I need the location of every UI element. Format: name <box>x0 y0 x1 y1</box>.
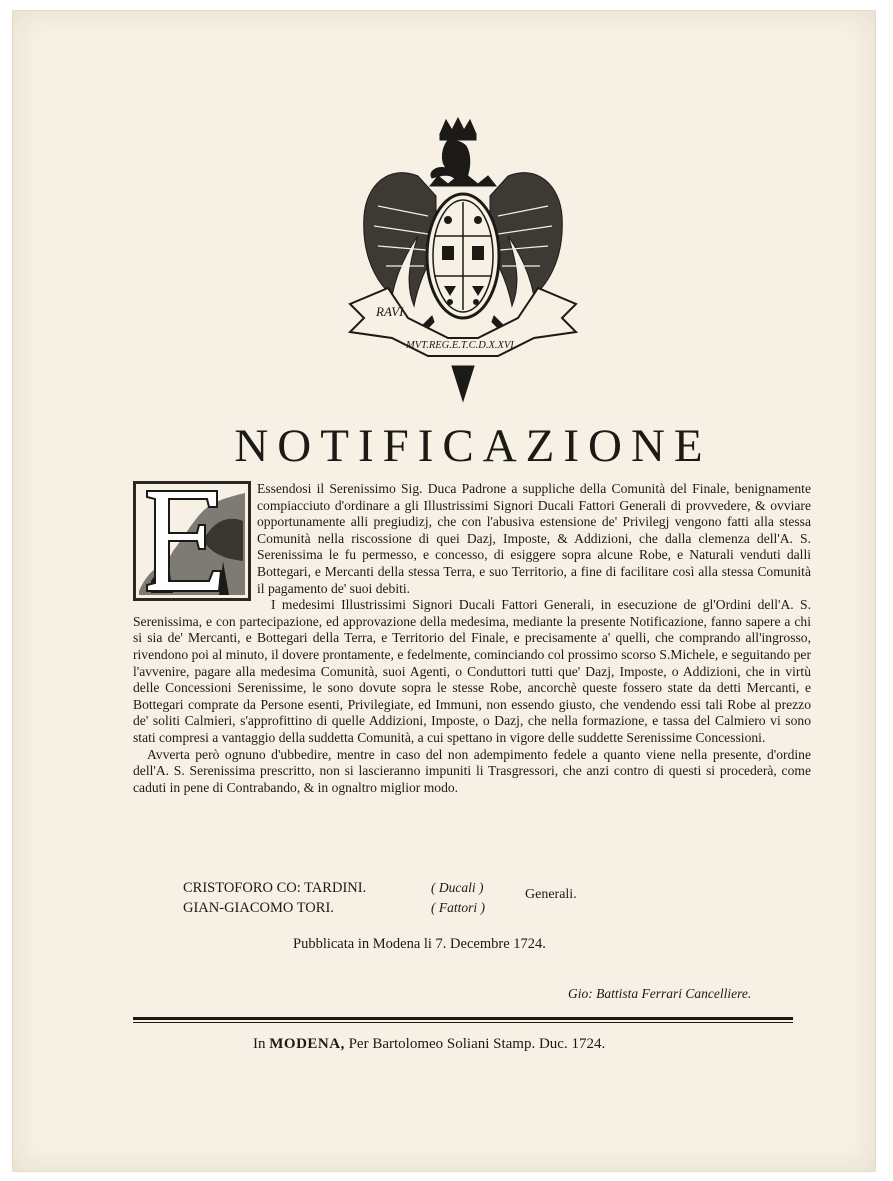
signer-name: GIAN-GIACOMO TORI. <box>183 899 334 916</box>
body-paragraph-3: Avverta però ognuno d'ubbedire, mentre in caso del non adempimento fedele a quanto viene nella presente, d'ordine dell'A. S. Serenissima prescritto, non si lascieranno impuniti li Trasgressori, che anzi contro di questi si procederà, come caduti in pene di Contrabando, & in ognaltro miglior modo. <box>133 746 811 795</box>
coat-of-arms-emblem <box>348 116 578 406</box>
crest-motto-ribbon: MVT.REG.E.T.C.D.X.XVI <box>406 340 514 351</box>
top-crown-icon <box>440 118 476 134</box>
signers-block <box>183 878 516 918</box>
imprint-prefix: In <box>253 1036 266 1052</box>
signers-generali: Generali. <box>525 887 577 902</box>
imprint-printer: Per Bartolomeo Soliani Stamp. Duc. 1724. <box>348 1036 606 1052</box>
body-paragraph-1: Essendosi il Serenissimo Sig. Duca Padrone a suppliche della Comunità del Finale, benignamente compiacciuto d'ordinare a gli Illustrissimi Signori Ducali Fattori Generali di provvedere, & ovviare opportunamente alli pregiudizj, che con l'abusiva estensione de' Privilegj vengono fatti alla stessa Comunità nella riscossione di quei Dazj, Imposte, & Addizioni, che dalla clemenza dell'A. S. Serenissima le fu permesso, e concesso, di esiggere sopra alcune Robe, e Naturali venduti dalli Bottegari, e Mercanti della stessa Terra, e suo Territorio, a fine di facilitare così alla stessa Comunità il pagamento de' suoi debiti. <box>257 481 811 596</box>
crest-motto-left: RAVI <box>376 304 404 319</box>
publication-date: Pubblicata in Modena li 7. Decembre 1724. <box>293 936 546 952</box>
divider-rule <box>133 1017 793 1020</box>
body-paragraph-2: I medesimi Illustrissimi Signori Ducali Fattori Generali, in esecuzione de gl'Ordini dell'A. S. Serenissima, e con partecipazione, ed approvazione della medesima, mediante la presente Notificazione, fanno sapere a chi si sia de' Mercanti, e Bottegari della Terra, e Territorio del Finale, e precisamente a' quelli, che comprando all'ingrosso, rivendono poi al minuto, il dovere prontamente, e fedelmente, cominciando col prossimo scorso S.Michele, e seguitando per l'avvenire, pagare alla medesima Comunità, suoi Agenti, o Conduttori tutti que' Dazj, Imposte, o Addizioni, che in virtù delle Concessioni Serenissime, le sono dovute sopra le stesse Robe, ancorchè queste fossero state da detti Mercanti, e Bottegari comprate da Persone esenti, Privilegiate, ed Immuni, non essendo giusto, che vendendo essi tali Robe al prezzo de' soliti Calmieri, s'approfittino di quelle Addizioni, Imposte, o Dazj, che nella formazione, e tassa del Calmiero vi sono stati compresi a vantaggio della suddetta Comunità, a cui spettano in vigore delle suddette Serenissime Concessioni. <box>133 597 811 745</box>
signer-name: CRISTOFORO CO: TARDINI. <box>183 879 367 896</box>
notice-title: NOTIFICAZIONE <box>234 420 712 472</box>
initial-spacer <box>133 481 257 609</box>
notice-body <box>133 481 811 796</box>
printer-imprint <box>253 1036 605 1053</box>
divider-rule-thin <box>133 1022 793 1023</box>
signer-row <box>183 878 516 898</box>
signer-title: ( Ducali ) <box>431 880 484 895</box>
document-sheet <box>12 10 876 1172</box>
chancellor-signature: Gio: Battista Ferrari Cancelliere. <box>568 986 752 1001</box>
signer-row <box>183 898 516 918</box>
signer-title: ( Fattori ) <box>431 900 485 915</box>
imprint-city: MODENA, <box>269 1036 345 1052</box>
